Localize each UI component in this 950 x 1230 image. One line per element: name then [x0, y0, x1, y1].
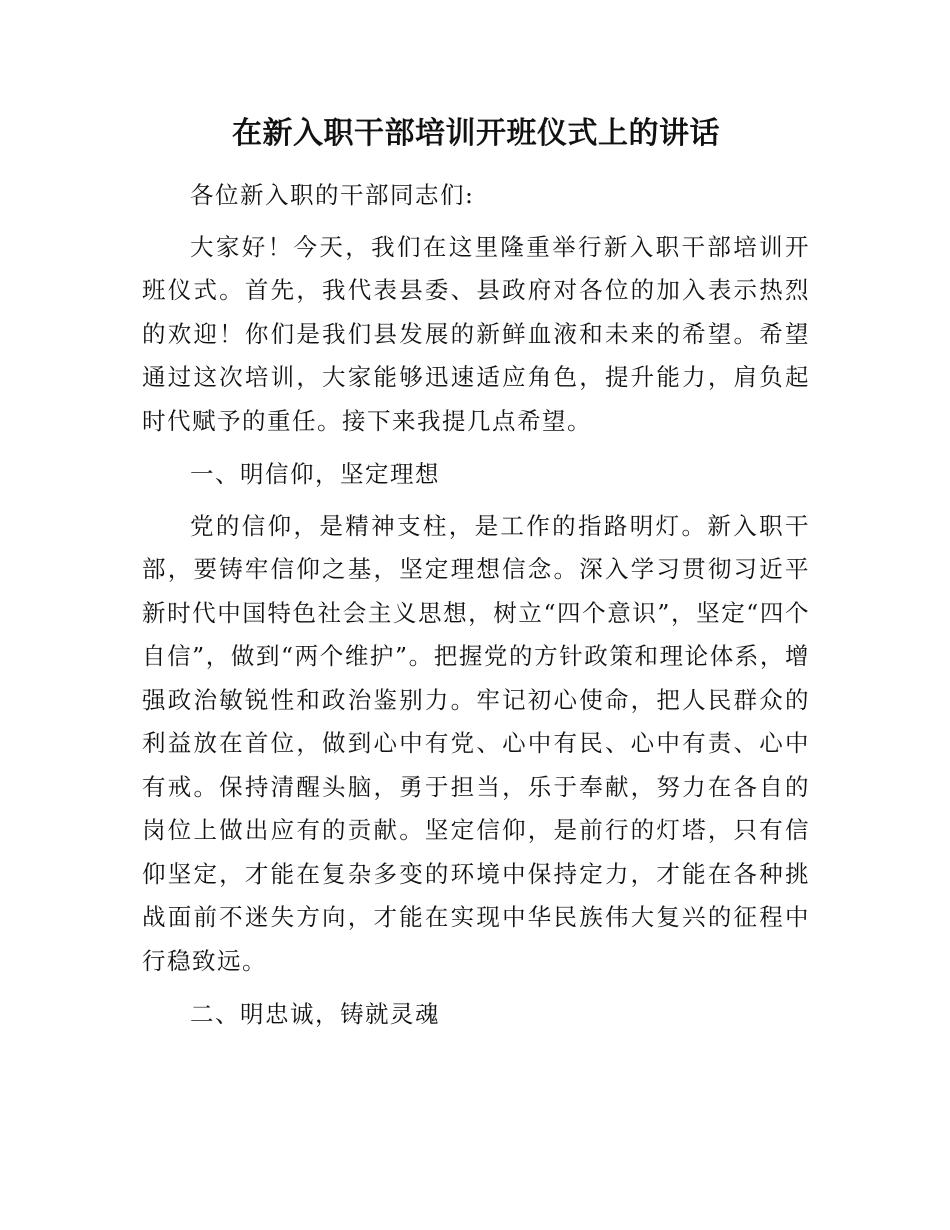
- section-heading-1: 一、明信仰，坚定理想: [190, 460, 440, 488]
- section-heading-2: 二、明忠诚，铸就灵魂: [190, 1000, 440, 1028]
- document-title: 在新入职干部培训开班仪式上的讲话: [232, 116, 720, 151]
- paragraph-section-1: 党的信仰，是精神支柱，是工作的指路明灯。新入职干部，要铸牢信仰之基，坚定理想信念。深入学习贯彻习近平新时代中国特色社会主义思想，树立“四个意识”，坚定“四个自信”，做到“两个维护”。把握党的方针政策和理论体系，增强政治敏锐性和政治鉴别力。牢记初心使命，把人民群众的利益放在首位，做到心中有党、心中有民、心中有责、心中有戒。保持清醒头脑，勇于担当，乐于奉献，努力在各自的岗位上做出应有的贡献。坚定信仰，是前行的灯塔，只有信仰坚定，才能在复杂多变的环境中保持定力，才能在各种挑战面前不迷失方向，才能在实现中华民族伟大复兴的征程中行稳致远。: [142, 511, 810, 975]
- salutation: 各位新入职的干部同志们:: [190, 181, 475, 209]
- paragraph-intro: 大家好！今天，我们在这里隆重举行新入职干部培训开班仪式。首先，我代表县委、县政府对各位的加入表示热烈的欢迎！你们是我们县发展的新鲜血液和未来的希望。希望通过这次培训，大家能够迅速适应角色，提升能力，肩负起时代赋予的重任。接下来我提几点希望。: [142, 232, 810, 435]
- document-page: [142, 108, 810, 1037]
